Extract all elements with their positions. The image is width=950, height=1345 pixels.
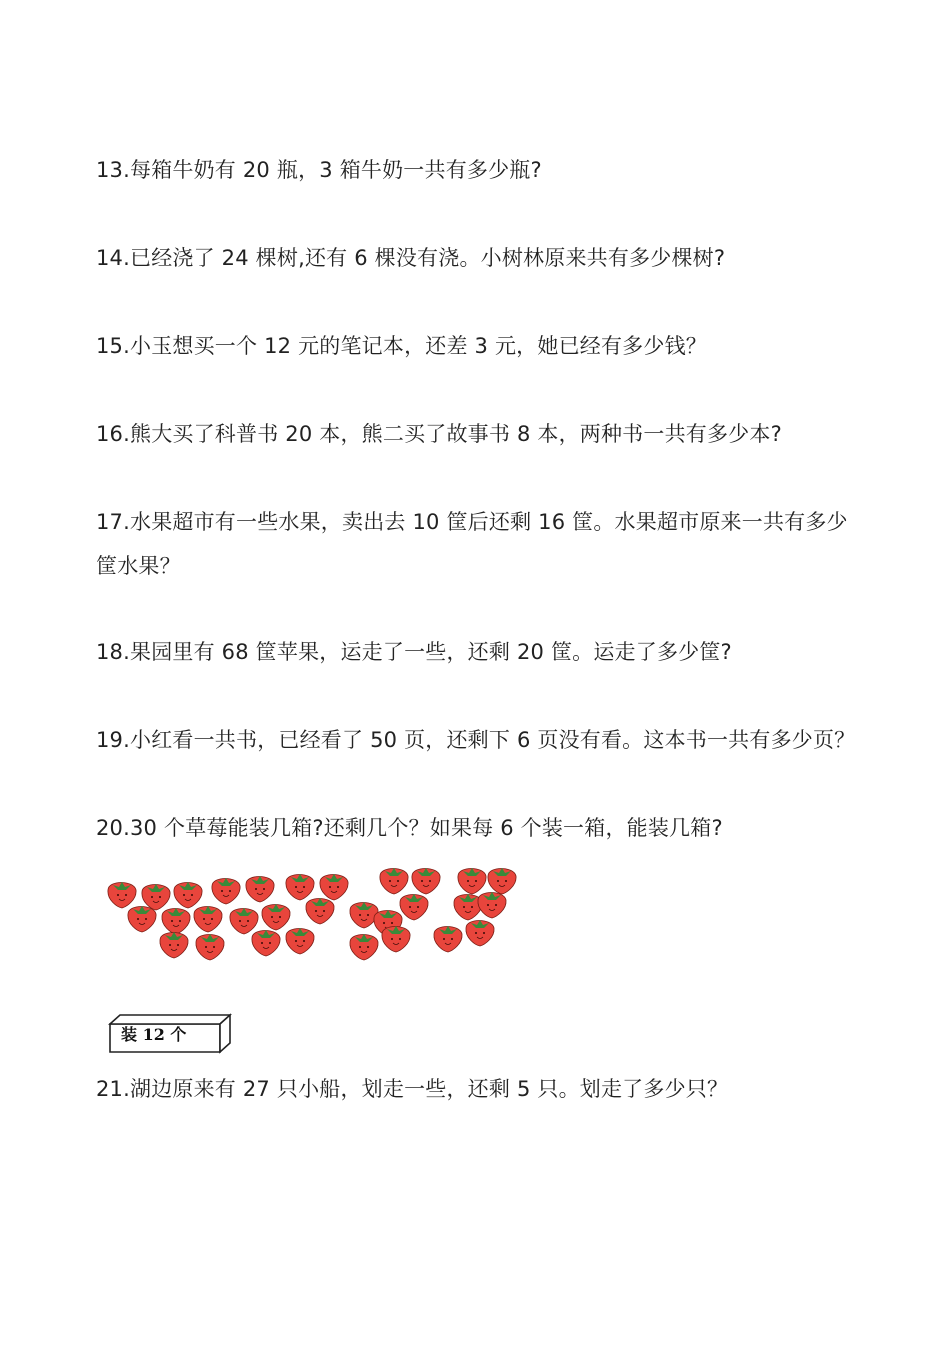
- question-13: 13.每箱牛奶有 20 瓶，3 箱牛奶一共有多少瓶?: [96, 158, 542, 182]
- strawberry-icon: [380, 868, 408, 894]
- strawberry-icon: [478, 892, 506, 918]
- box-label: 装 12 个: [121, 1025, 187, 1044]
- strawberries-illustration: [100, 860, 530, 985]
- strawberry-icon: [350, 934, 378, 960]
- question-17: 17.水果超市有一些水果，卖出去 10 筐后还剩 16 筐。水果超市原来一共有多少筐水果？: [96, 510, 848, 578]
- strawberry-icon: [382, 926, 410, 952]
- strawberry-icon: [128, 906, 156, 932]
- question-14: 14.已经浇了 24 棵树,还有 6 棵没有浇。小树林原来共有多少棵树?: [96, 246, 726, 270]
- strawberry-icon: [434, 926, 462, 952]
- strawberry-icon: [262, 904, 290, 930]
- strawberry-icon: [320, 874, 348, 900]
- strawberry-icon: [246, 876, 274, 902]
- strawberry-icon: [230, 908, 258, 934]
- strawberry-icon: [286, 874, 314, 900]
- strawberry-icon: [458, 868, 486, 894]
- strawberry-icon: [212, 878, 240, 904]
- strawberry-icon: [194, 906, 222, 932]
- strawberry-icon: [412, 868, 440, 894]
- strawberry-icon: [174, 882, 202, 908]
- strawberry-icon: [466, 920, 494, 946]
- question-16: 16.熊大买了科普书 20 本，熊二买了故事书 8 本，两种书一共有多少本?: [96, 422, 782, 446]
- strawberry-icon: [454, 894, 482, 920]
- strawberry-icon: [196, 934, 224, 960]
- strawberry-icon: [400, 894, 428, 920]
- strawberry-icon: [160, 932, 188, 958]
- question-19: 19.小红看一共书，已经看了 50 页，还剩下 6 页没有看。这本书一共有多少页？: [96, 728, 856, 752]
- question-18: 18.果园里有 68 筐苹果，运走了一些，还剩 20 筐。运走了多少筐?: [96, 640, 732, 664]
- strawberry-icon: [306, 898, 334, 924]
- strawberry-icon: [488, 868, 516, 894]
- question-21: 21.湖边原来有 27 只小船，划走一些，还剩 5 只。划走了多少只？: [96, 1077, 729, 1101]
- strawberry-icon: [142, 884, 170, 910]
- question-20: 20.30 个草莓能装几箱?还剩几个？如果每 6 个装一箱，能装几箱?: [96, 816, 723, 840]
- strawberry-icon: [252, 930, 280, 956]
- strawberry-icon: [108, 882, 136, 908]
- strawberry-icon: [162, 908, 190, 934]
- strawberry-icon: [286, 928, 314, 954]
- strawberry-icon: [350, 902, 378, 928]
- question-15: 15.小玉想买一个 12 元的笔记本，还差 3 元，她已经有多少钱？: [96, 334, 707, 358]
